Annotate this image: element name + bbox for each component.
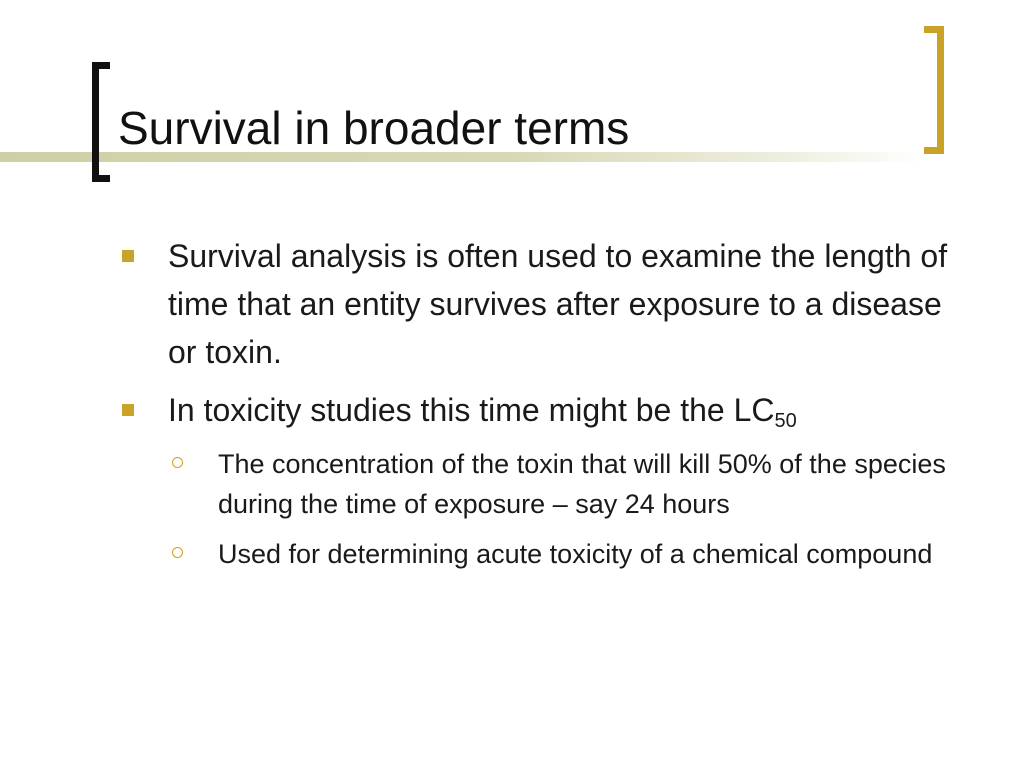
bullet-text: Survival analysis is often used to examine the length of time that an entity survives after exposure to a disease or toxin. — [168, 238, 948, 370]
right-bracket-decoration — [924, 26, 944, 154]
bullet-subscript: 50 — [774, 410, 797, 432]
square-bullet-icon — [122, 250, 134, 262]
sub-bullet-item — [118, 534, 968, 574]
slide-body — [118, 232, 968, 584]
bullet-item — [118, 386, 968, 434]
circle-bullet-icon — [172, 457, 183, 468]
sub-bullet-text: Used for determining acute toxicity of a chemical compound — [218, 539, 933, 569]
left-bracket-decoration — [92, 62, 110, 182]
sub-bullet-text: The concentration of the toxin that will kill 50% of the species during the time of exposure – say 24 hours — [218, 449, 946, 519]
circle-bullet-icon — [172, 547, 183, 558]
bullet-item — [118, 232, 968, 376]
bullet-text: In toxicity studies this time might be the LC — [168, 392, 775, 428]
square-bullet-icon — [122, 404, 134, 416]
slide-title: Survival in broader terms — [118, 102, 630, 154]
sub-bullet-item — [118, 444, 968, 524]
